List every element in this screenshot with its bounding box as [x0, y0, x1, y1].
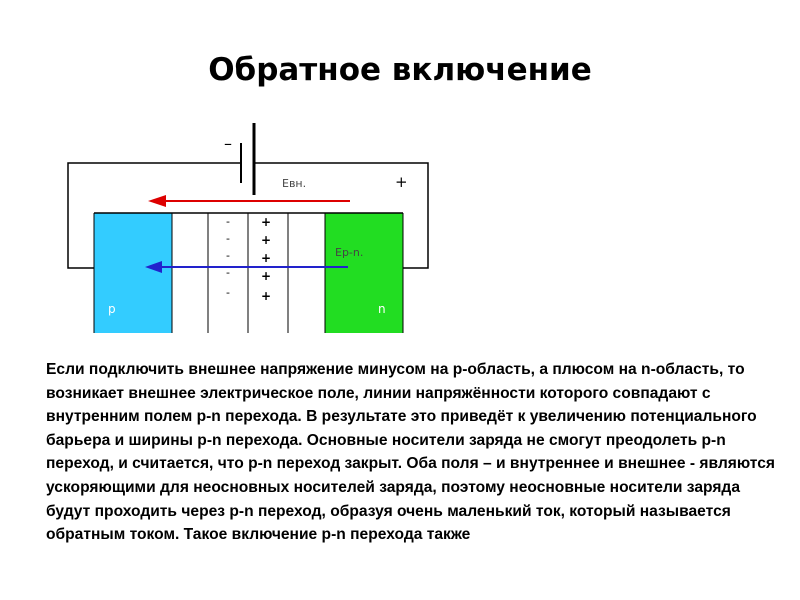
- negative-charge: -: [226, 286, 230, 299]
- positive-charge: +: [260, 269, 272, 283]
- pn-junction-diagram: [0, 115, 800, 340]
- negative-charge: -: [226, 249, 230, 262]
- positive-charge: +: [260, 215, 272, 229]
- n-region: [325, 213, 403, 333]
- negative-charge: -: [226, 215, 230, 228]
- positive-charges: [261, 215, 271, 303]
- junction-field-label: Ep-n.: [335, 246, 364, 259]
- battery-plus-sign: +: [395, 173, 408, 191]
- external-field-arrowhead: [148, 195, 166, 207]
- slide-title: Обратное включение: [208, 52, 592, 88]
- positive-charge: +: [260, 233, 272, 247]
- battery-minus-sign: –: [224, 134, 232, 153]
- p-region-label: p: [108, 302, 116, 316]
- positive-charge: +: [260, 251, 272, 265]
- negative-charge: -: [226, 232, 230, 245]
- n-region-label: n: [378, 302, 386, 316]
- p-region: [94, 213, 172, 333]
- negative-charge: -: [226, 266, 230, 279]
- external-field-label: Eвн.: [282, 177, 307, 190]
- negative-charges: [226, 215, 230, 299]
- description-paragraph: Если подключить внешнее напряжение минусом на p-область, а плюсом на n-область, то возникает внешнее электрическое поле, линии напряжённости которого совпадают с внутренним полем p-n перехода. В результате это приведёт к увеличению потенциального барьера и ширины p-n перехода. Основные носители заряда не смогут преодолеть p-n переход, и считается, что p-n переход закрыт. Оба поля – и внутреннее и внешнее - являются ускоряющими для неосновных носителей заряда, поэтому неосновные носители заряда будут проходить через p-n переход, образуя очень маленький ток, который называется обратным током. Такое включение p-n перехода также: [46, 361, 775, 544]
- neutral-region-p: [172, 213, 208, 333]
- positive-charge: +: [260, 289, 272, 303]
- neutral-region-n: [288, 213, 325, 333]
